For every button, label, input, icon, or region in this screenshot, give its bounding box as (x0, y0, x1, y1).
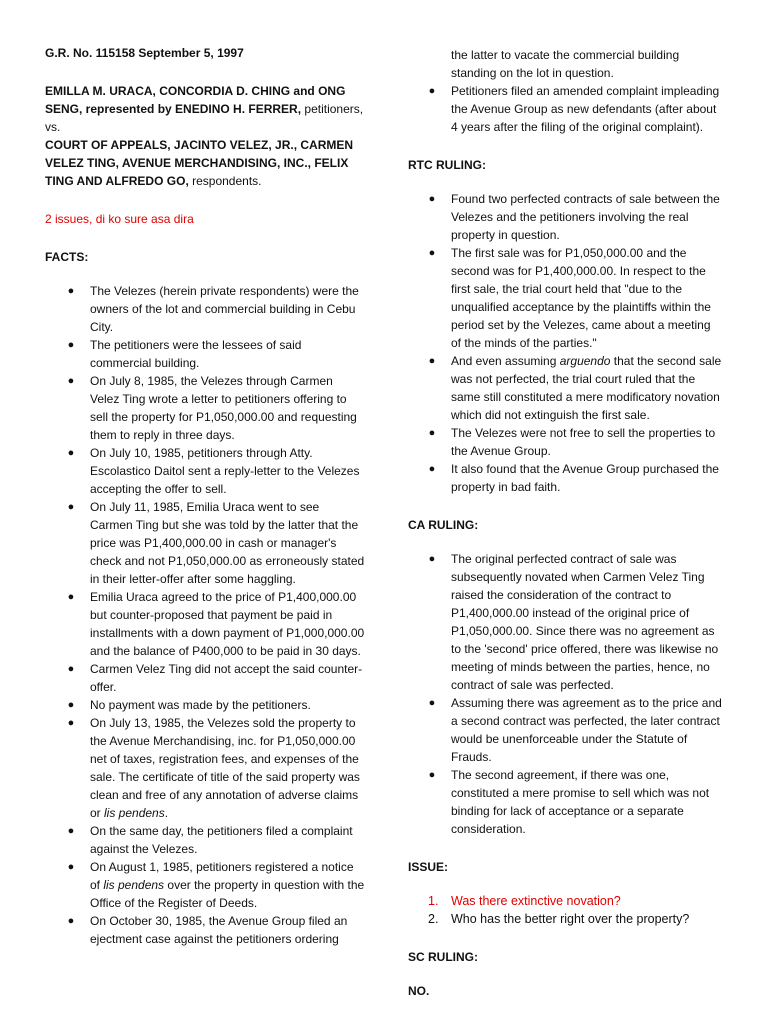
bullet-icon: ● (428, 85, 436, 97)
bullet-icon: ● (428, 193, 436, 205)
case-number: G.R. No. 115158 September 5, 1997 (45, 46, 244, 60)
bullet-icon: ● (67, 825, 75, 837)
bullet-icon: ● (67, 375, 75, 387)
parties (45, 82, 365, 118)
list-item: ● Petitioners filed an amended complaint impleading the Avenue Group as new defendants (after about 4 years after the filing of the original complaint). (428, 84, 720, 134)
list-item: ● On July 13, 1985, the Velezes sold the property to the Avenue Merchandising, inc. for P1,050,000.00 net of taxes, registration fees, and expenses of the sale. The certificate of title of the said property was clean and free of any annotation of adverse claims or lis pendens. (67, 716, 360, 820)
bullet-icon: ● (428, 427, 436, 439)
bullet-icon: ● (428, 247, 436, 259)
list-item: ● And even assuming arguendo that the second sale was not perfected, the trial court ruled that the same still constituted a mere modificatory novation which did not extinguish the first sale. (428, 354, 722, 422)
sc-heading: SC RULING: (408, 950, 478, 964)
list-item: ● The first sale was for P1,050,000.00 and the second was for P1,400,000.00. In respect to the first sale, the trial court held that "due to the unqualified acceptance by the plaintiffs within the period set by the Velezes, came about a meeting of the minds of the parties." (428, 246, 711, 350)
bullet-icon: ● (67, 591, 75, 603)
respondents-role: respondents. (188, 174, 262, 188)
rtc-heading: RTC RULING: (408, 158, 486, 172)
facts-list (45, 282, 365, 948)
bullet-icon: ● (428, 463, 436, 475)
bullet-icon: ● (67, 717, 75, 729)
list-item: ● Emilia Uraca agreed to the price of P1,400,000.00 but counter-proposed that payment be paid in installments with a down payment of P1,000,000.00 and the balance of P400,000 to be paid in 30 days. (67, 590, 365, 658)
bullet-icon: ● (428, 769, 436, 781)
rtc-list (408, 190, 723, 496)
facts-heading: FACTS: (45, 250, 89, 264)
bullet-icon: ● (67, 501, 75, 513)
bullet-icon: ● (67, 699, 75, 711)
list-item: ● Assuming there was agreement as to the price and a second contract was perfected, the later contract would be unenforceable under the Statute of Frauds. (428, 696, 722, 764)
list-item-continuation: the latter to vacate the commercial building standing on the lot in question. (451, 48, 680, 80)
bullet-icon: ● (67, 447, 75, 459)
left-column (45, 44, 365, 948)
list-item: ● On October 30, 1985, the Avenue Group filed an ejectment case against the petitioners ordering (67, 914, 348, 946)
list-item: ● On August 1, 1985, petitioners registered a notice of lis pendens over the property in question with the Office of the Register of Deeds. (67, 860, 365, 910)
list-item: ● On the same day, the petitioners filed a complaint against the Velezes. (67, 824, 353, 856)
list-item: ● Carmen Velez Ting did not accept the said counter-offer. (67, 662, 363, 694)
list-item: ● The Velezes (herein private respondents) were the owners of the lot and commercial building in Cebu City. (67, 284, 359, 334)
list-item: ● On July 10, 1985, petitioners through Atty. Escolastico Daitol sent a reply-letter to the Velezes accepting the offer to sell. (67, 446, 360, 496)
bullet-icon: ● (67, 285, 75, 297)
list-item: ● The original perfected contract of sale was subsequently novated when Carmen Velez Ting raised the consideration of the contract to P1,400,000.00 instead of the original price of P1,050,000.00. Since there was no agreement as to the 'second' price offered, there was likewise no meeting of minds between the parties, hence, no contract of sale was perfected. (428, 552, 719, 692)
bullet-icon: ● (67, 339, 75, 351)
issue-note: 2 issues, di ko sure asa dira (45, 212, 194, 226)
bullet-icon: ● (428, 355, 436, 367)
petitioners-role: petitioners, (301, 102, 364, 116)
ca-heading: CA RULING: (408, 518, 479, 532)
ca-list (408, 550, 723, 838)
issue-item-1: 1. Was there extinctive novation? (428, 894, 621, 908)
list-item: ● The second agreement, if there was one, constituted a mere promise to sell which was not binding for lack of acceptance or a separate consideration. (428, 768, 710, 836)
issue-list (408, 892, 723, 928)
bullet-icon: ● (428, 553, 436, 565)
bullet-icon: ● (67, 861, 75, 873)
versus: vs. (45, 120, 61, 134)
issue-heading: ISSUE: (408, 860, 449, 874)
bullet-icon: ● (67, 663, 75, 675)
sc-answer: NO. (408, 984, 430, 998)
list-item: ● The Velezes were not free to sell the properties to the Avenue Group. (428, 426, 716, 458)
list-item: ● On July 8, 1985, the Velezes through Carmen Velez Ting wrote a letter to petitioners offering to sell the property for P1,050,000.00 and requesting them to reply in three days. (67, 374, 357, 442)
petitioners-names: EMILLA M. URACA, CONCORDIA D. CHING and ONG SENG, represented by ENEDINO H. FERRER, (45, 84, 346, 116)
bullet-icon: ● (428, 697, 436, 709)
list-item: ● On July 11, 1985, Emilia Uraca went to see Carmen Ting but she was told by the latter that the price was P1,400,000.00 in cash or manager's check and not P1,050,000.00 as erroneously stated in their letter-offer after some haggling. (67, 500, 365, 586)
issue-item-2: 2. Who has the better right over the property? (428, 912, 690, 926)
respondents (45, 136, 365, 190)
respondents-names: COURT OF APPEALS, JACINTO VELEZ, JR., CARMEN VELEZ TING, AVENUE MERCHANDISING, INC., FELIX TING AND ALFREDO GO, (45, 138, 354, 188)
list-item: ● No payment was made by the petitioners. (67, 698, 311, 712)
list-item: ● The petitioners were the lessees of said commercial building. (67, 338, 302, 370)
facts-list-continued (408, 46, 723, 136)
list-item: ● Found two perfected contracts of sale between the Velezes and the petitioners involving the real property in question. (428, 192, 720, 242)
bullet-icon: ● (67, 915, 75, 927)
right-column (408, 46, 723, 1000)
list-item: ● It also found that the Avenue Group purchased the property in bad faith. (428, 462, 719, 494)
